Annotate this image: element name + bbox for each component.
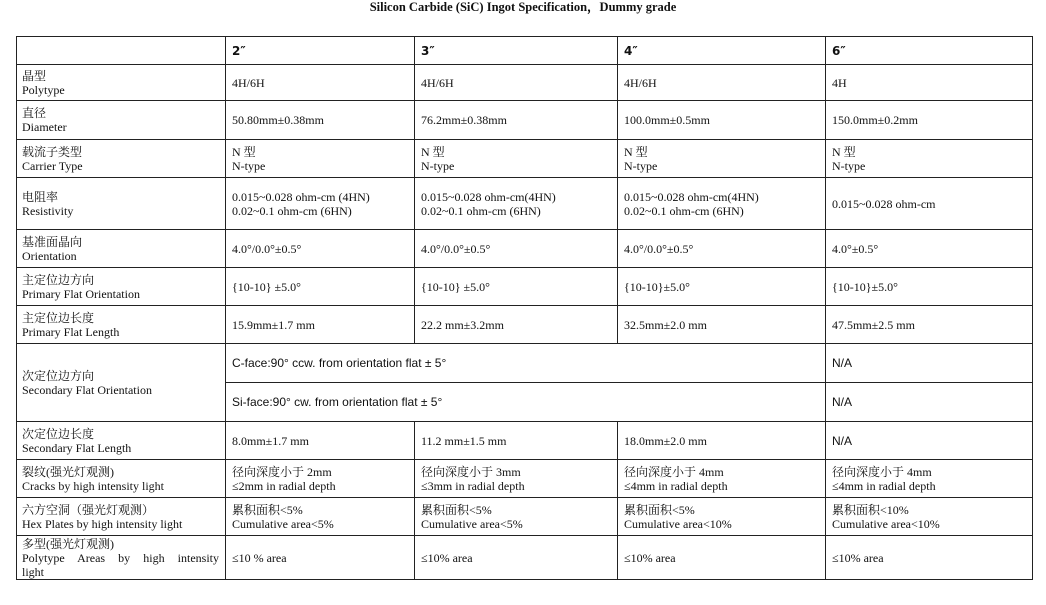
cell: 4.0°±0.5° — [826, 230, 1033, 268]
cell: 11.2 mm±1.5 mm — [415, 422, 618, 460]
cell: 22.2 mm±3.2mm — [415, 306, 618, 344]
row-label: 主定位边长度 Primary Flat Length — [17, 306, 226, 344]
cell: 0.015~0.028 ohm-cm(4HN) 0.02~0.1 ohm-cm (6HN) — [618, 178, 826, 230]
table-row — [17, 306, 1033, 344]
cell: 0.015~0.028 ohm-cm — [826, 178, 1033, 230]
row-label: 多型(强光灯观测) Polytype Areas by high intensity light — [17, 536, 226, 580]
row-label: 电阻率 Resistivity — [17, 178, 226, 230]
cell: 径向深度小于 2mm ≤2mm in radial depth — [226, 460, 415, 498]
cell: 47.5mm±2.5 mm — [826, 306, 1033, 344]
table-row — [17, 101, 1033, 140]
cell: ≤10 % area — [226, 536, 415, 580]
cell: 累积面积<5% Cumulative area<5% — [415, 498, 618, 536]
table-row — [17, 498, 1033, 536]
cell: 150.0mm±0.2mm — [826, 101, 1033, 140]
cell: N 型 N-type — [415, 140, 618, 178]
row-label: 六方空洞（强光灯观测） Hex Plates by high intensity light — [17, 498, 226, 536]
cell: 4H/6H — [226, 65, 415, 101]
cell: 0.015~0.028 ohm-cm (4HN) 0.02~0.1 ohm-cm (6HN) — [226, 178, 415, 230]
cell: 18.0mm±2.0 mm — [618, 422, 826, 460]
cell-c-face: C-face:90° ccw. from orientation flat ± 5° — [226, 344, 826, 383]
table-row — [17, 65, 1033, 101]
cell: {10-10}±5.0° — [618, 268, 826, 306]
cell: {10-10} ±5.0° — [226, 268, 415, 306]
row-label: 裂纹(强光灯观测) Cracks by high intensity light — [17, 460, 226, 498]
header-2inch: 2″ — [226, 37, 415, 65]
cell: 4H/6H — [415, 65, 618, 101]
table-row — [17, 344, 1033, 383]
row-label: 主定位边方向 Primary Flat Orientation — [17, 268, 226, 306]
cell: 径向深度小于 4mm ≤4mm in radial depth — [618, 460, 826, 498]
cell: {10-10}±5.0° — [826, 268, 1033, 306]
cell: ≤10% area — [826, 536, 1033, 580]
header-6inch: 6″ — [826, 37, 1033, 65]
table-row — [17, 422, 1033, 460]
cell: 0.015~0.028 ohm-cm(4HN) 0.02~0.1 ohm-cm (6HN) — [415, 178, 618, 230]
cell: 50.80mm±0.38mm — [226, 101, 415, 140]
cell: N/A — [826, 344, 1033, 383]
cell: 8.0mm±1.7 mm — [226, 422, 415, 460]
header-row — [17, 37, 1033, 65]
table-row — [17, 140, 1033, 178]
cell-si-face: Si-face:90° cw. from orientation flat ± 5° — [226, 383, 826, 422]
spec-table — [16, 36, 1033, 580]
row-label: 直径 Diameter — [17, 101, 226, 140]
row-label: 基准面晶向 Orientation — [17, 230, 226, 268]
cell: N 型 N-type — [618, 140, 826, 178]
cell: N 型 N-type — [226, 140, 415, 178]
cell: ≤10% area — [415, 536, 618, 580]
cell: 4.0°/0.0°±0.5° — [415, 230, 618, 268]
row-label: 次定位边方向 Secondary Flat Orientation — [17, 344, 226, 422]
cell: 径向深度小于 3mm ≤3mm in radial depth — [415, 460, 618, 498]
table-row — [17, 460, 1033, 498]
cell: N 型 N-type — [826, 140, 1033, 178]
table-row — [17, 268, 1033, 306]
cell: ≤10% area — [618, 536, 826, 580]
cell: 4.0°/0.0°±0.5° — [226, 230, 415, 268]
cell: 76.2mm±0.38mm — [415, 101, 618, 140]
cell: 4.0°/0.0°±0.5° — [618, 230, 826, 268]
cell: 累积面积<5% Cumulative area<10% — [618, 498, 826, 536]
table-row — [17, 230, 1033, 268]
cell: N/A — [826, 383, 1033, 422]
cell: 4H — [826, 65, 1033, 101]
cell: 累积面积<5% Cumulative area<5% — [226, 498, 415, 536]
header-empty — [17, 37, 226, 65]
document-title: Silicon Carbide (SiC) Ingot Specification，Dummy grade — [369, 0, 677, 14]
cell: 32.5mm±2.0 mm — [618, 306, 826, 344]
table-row — [17, 178, 1033, 230]
row-label: 载流子类型 Carrier Type — [17, 140, 226, 178]
row-label: 次定位边长度 Secondary Flat Length — [17, 422, 226, 460]
cell: N/A — [826, 422, 1033, 460]
cell: 径向深度小于 4mm ≤4mm in radial depth — [826, 460, 1033, 498]
cell: 15.9mm±1.7 mm — [226, 306, 415, 344]
table-row — [17, 536, 1033, 580]
cell: 4H/6H — [618, 65, 826, 101]
cell: 累积面积<10% Cumulative area<10% — [826, 498, 1033, 536]
cell: 100.0mm±0.5mm — [618, 101, 826, 140]
header-4inch: 4″ — [618, 37, 826, 65]
cell: {10-10} ±5.0° — [415, 268, 618, 306]
row-label: 晶型 Polytype — [17, 65, 226, 101]
header-3inch: 3″ — [415, 37, 618, 65]
